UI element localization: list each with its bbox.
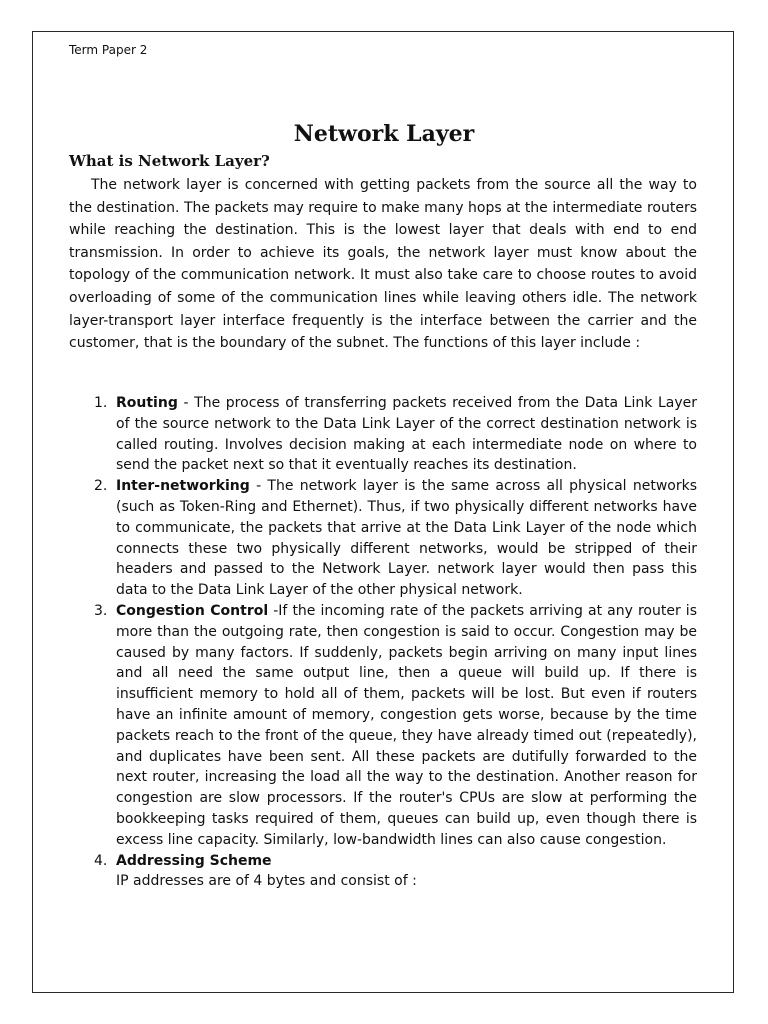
list-number: 4. xyxy=(94,852,108,869)
list-item-text xyxy=(116,851,697,872)
page-title: Network Layer xyxy=(293,121,475,147)
list-item-term: Inter-networking xyxy=(116,478,250,495)
list-item-inter-networking xyxy=(69,476,697,601)
list-item-description: - The network layer is the same across all physical networks (such as Token-Ring and Ethernet). Thus, if two physically different networks have to communicate, the packets that arrive at the Data Link Layer of the node which connects these two physically different networks, would be stripped of their headers and passed to the Network Layer. network layer would then pass this data to the Data Link Layer of the other physical network. xyxy=(116,478,697,599)
list-number: 2. xyxy=(94,478,108,495)
list-item-description: - The process of transferring packets received from the Data Link Layer of the source network to the Data Link Layer of the correct destination network is called routing. Involves decision making at each intermediate node on where to send the packet next so that it eventually reaches its destination. xyxy=(116,395,697,474)
page-header: Term Paper 2 xyxy=(69,43,148,57)
list-number: 1. xyxy=(94,395,108,411)
list-item-text xyxy=(116,601,697,851)
list-item-congestion-control xyxy=(69,601,697,851)
list-item-text xyxy=(116,393,697,476)
list-item-term: Routing xyxy=(116,395,178,411)
list-item-term: Addressing Scheme xyxy=(116,852,272,869)
intro-paragraph: The network layer is concerned with getting packets from the source all the way to the destination. The packets may require to make many hops at the intermediate routers while reaching the destination. This is the lowest layer that deals with end to end transmission. In order to achieve its goals, the network layer must know about the topology of the communication network. It must also take care to choose routes to avoid overloading of some of the communication lines while leaving others idle. The network layer-transport layer interface frequently is the interface between the carrier and the customer, that is the boundary of the subnet. The functions of this layer include : xyxy=(69,177,697,352)
list-item-detail: IP addresses are of 4 bytes and consist of : xyxy=(116,873,417,890)
list-item-text xyxy=(116,476,697,601)
list-item-routing xyxy=(69,393,697,476)
list-item-description: -If the incoming rate of the packets arriving at any router is more than the outgoing rate, then congestion is said to occur. Congestion may be caused by many factors. If suddenly, packets begin arriving on many input lines and all need the same output line, then a queue will build up. If there is insufficient memory to hold all of them, packets will be lost. But even if routers have an infinite amount of memory, congestion gets worse, because by the time packets reach to the front of the queue, they have already timed out (repeatedly), and duplicates have been sent. All these packets are dutifully forwarded to the next router, increasing the load all the way to the destination. Another reason for congestion are slow processors. If the router's CPUs are slow at performing the bookkeeping tasks required of them, queues can build up, even though there is excess line capacity. Similarly, low-bandwidth lines can also cause congestion. xyxy=(116,602,697,848)
section-heading: What is Network Layer? xyxy=(69,152,270,170)
list-item-term: Congestion Control xyxy=(116,602,269,619)
list-item-addressing-scheme xyxy=(69,851,697,893)
functions-list xyxy=(69,393,697,892)
list-number: 3. xyxy=(94,602,108,619)
